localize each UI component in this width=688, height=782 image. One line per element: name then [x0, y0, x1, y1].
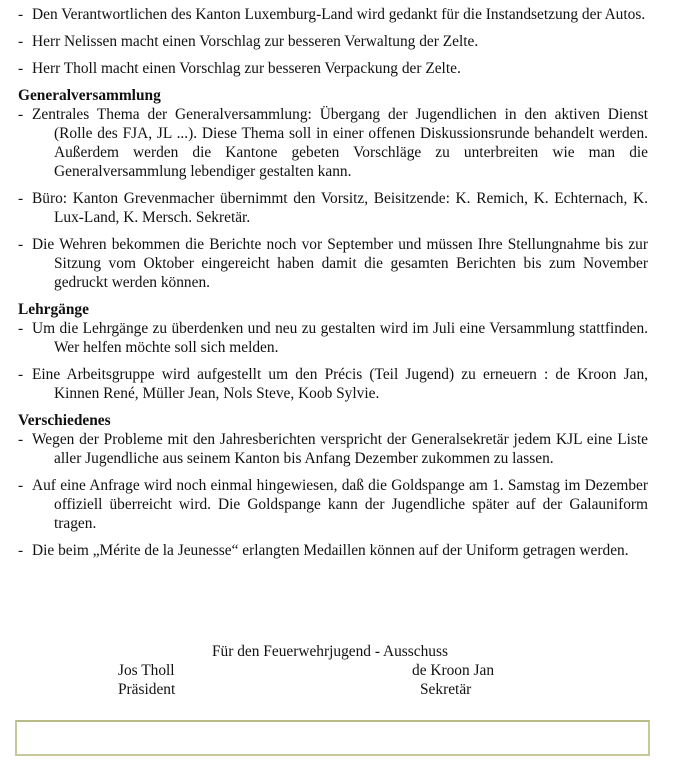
list-item [18, 235, 648, 292]
list-item [18, 365, 648, 403]
list-item [18, 476, 648, 533]
list-item [18, 541, 648, 560]
bullet-dash: - [18, 431, 24, 448]
item-text: Herr Tholl macht einen Vorschlag zur besseren Verpackung der Zelte. [32, 60, 461, 77]
bullet-dash: - [18, 6, 24, 23]
footer-frame [15, 720, 650, 756]
item-text: Eine Arbeitsgruppe wird aufgestellt um den Précis (Teil Jugend) zu erneuern : de Kroon Jan, Kinnen René, Müller Jean, Nols Steve, Koob Sylvie. [32, 366, 648, 402]
section-heading-generalversammlung: Generalversammlung [18, 87, 161, 104]
bullet-dash: - [18, 190, 24, 207]
bullet-dash: - [18, 236, 24, 253]
list-item [18, 59, 648, 78]
bullet-dash: - [18, 60, 24, 77]
section-heading-verschiedenes: Verschiedenes [18, 412, 111, 429]
item-text: Herr Nelissen macht einen Vorschlag zur besseren Verwaltung der Zelte. [32, 33, 479, 50]
list-item [18, 32, 648, 51]
item-text: Die Wehren bekommen die Berichte noch vor September und müssen Ihre Stellungnahme bis zur Sitzung vom Oktober eingereicht haben damit die gesamten Berichten bis zum November gedruckt werden können. [32, 236, 648, 291]
signature-right-role: Sekretär [420, 681, 472, 698]
list-item [18, 189, 648, 227]
item-text: Den Verantwortlichen des Kanton Luxemburg-Land wird gedankt für die Instandsetzung der Autos. [32, 6, 646, 23]
item-text: Büro: Kanton Grevenmacher übernimmt den Vorsitz, Beisitzende: K. Remich, K. Echternach, K. Lux-Land, K. Mersch. Sekretär. [32, 190, 648, 226]
item-text: Wegen der Probleme mit den Jahresberichten verspricht der Generalsekretär jedem KJL eine Liste aller Jugendliche aus seinem Kanton bis Anfang Dezember zukommen zu lassen. [32, 431, 648, 467]
section-heading-lehrgaenge: Lehrgänge [18, 301, 89, 318]
signature-left-name: Jos Tholl [118, 662, 175, 679]
item-text: Die beim „Mérite de la Jeunesse“ erlangten Medaillen können auf der Uniform getragen werden. [32, 542, 629, 559]
list-item [18, 5, 648, 24]
list-item [18, 430, 648, 468]
list-item [18, 105, 648, 181]
signature-left-role: Präsident [118, 681, 176, 698]
list-item [18, 319, 648, 357]
bullet-dash: - [18, 33, 24, 50]
bullet-dash: - [18, 366, 24, 383]
bullet-dash: - [18, 477, 24, 494]
signature-right-name: de Kroon Jan [412, 662, 495, 679]
bullet-dash: - [18, 106, 24, 123]
document-body [18, 5, 648, 568]
signature-org: Für den Feuerwehrjugend - Ausschuss [212, 643, 448, 660]
item-text: Zentrales Thema der Generalversammlung: Übergang der Jugendlichen in den aktiven Dienst (Rolle des FJA, JL ...). Diese Thema soll in einer offenen Diskussionsrunde behandelt werden. Außerdem werden die Kantone gebeten Vorschläge zu unterbreiten wie man die Generalversammlung lebendiger gestalten kann. [32, 106, 648, 180]
item-text: Um die Lehrgänge zu überdenken und neu zu gestalten wird im Juli eine Versammlung stattfinden. Wer helfen möchte soll sich melden. [32, 320, 648, 356]
item-text: Auf eine Anfrage wird noch einmal hingewiesen, daß die Goldspange am 1. Samstag im Dezember offiziell überreicht wird. Die Goldspange kann der Jugendliche später auf der Galauniform tragen. [32, 477, 648, 532]
bullet-dash: - [18, 542, 24, 559]
bullet-dash: - [18, 320, 24, 337]
